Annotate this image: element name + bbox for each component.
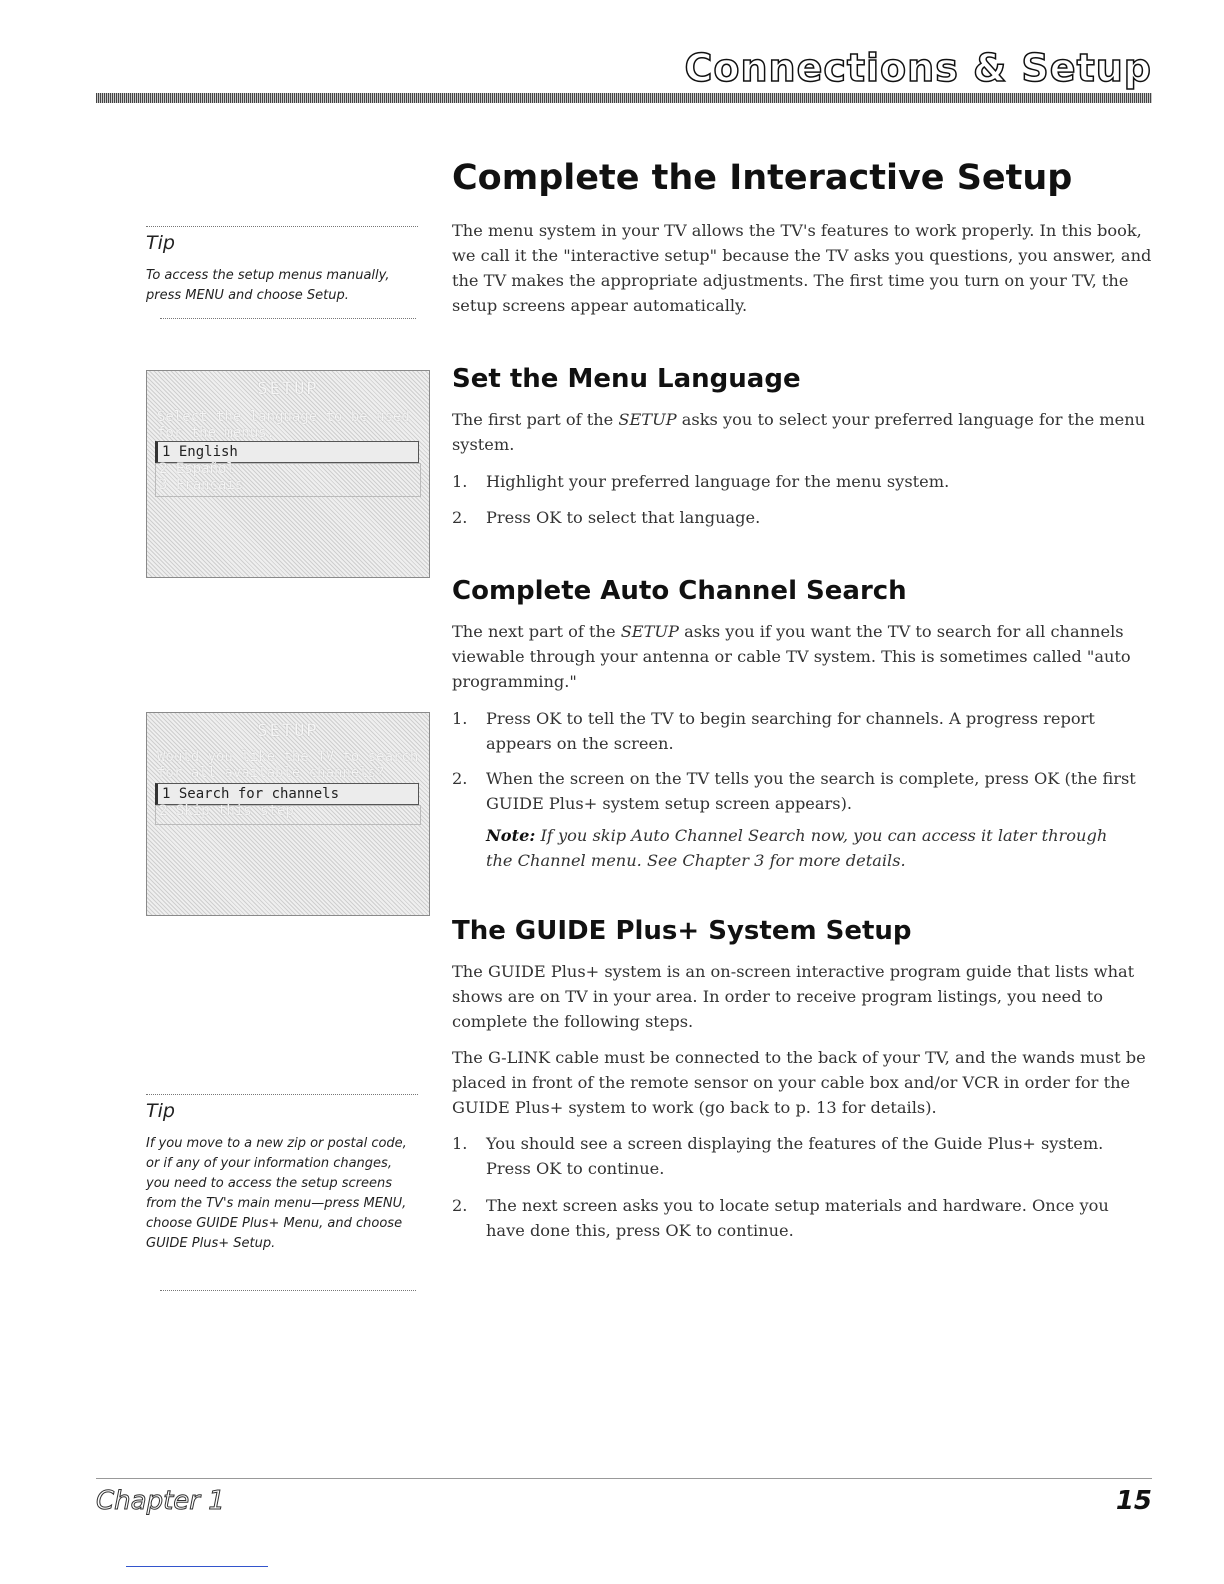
step-item	[452, 1193, 1152, 1243]
section-intro-channel-search: The next part of the SETUP asks you if you want the TV to search for all channels viewable through your antenna or cable TV system. This is sometimes called "auto programming."	[452, 622, 1131, 691]
tv-screen-prompt: for the menus.	[157, 425, 276, 441]
note-text: If you skip Auto Channel Search now, you can access it later through the Channel menu. See Chapter 3 for more details.	[486, 826, 1108, 870]
guide-paragraph-1: The GUIDE Plus+ system is an on-screen interactive program guide that lists what shows are on TV in your area. In order to receive program listings, you need to complete the following steps.	[452, 962, 1135, 1031]
tip-rule-bottom	[160, 1290, 416, 1291]
section-header-title: Connections & Setup	[684, 46, 1152, 90]
intro-paragraph: The menu system in your TV allows the TV's features to work properly. In this book, we call it the "interactive setup" because the TV asks you questions, you answer, and the TV makes the appropriate adjustments. The first time you turn on your TV, the setup screens appear automatically.	[452, 221, 1152, 315]
step-number: 2.	[452, 508, 468, 527]
tip-rule-top	[146, 1094, 418, 1095]
setup-term: SETUP	[618, 410, 677, 429]
note	[486, 823, 1126, 873]
step-number: 2.	[452, 769, 468, 788]
tv-screen-title: SETUP	[257, 721, 319, 741]
section-heading-channel-search: Complete Auto Channel Search	[452, 576, 907, 606]
step-item	[452, 706, 1152, 756]
section-heading-menu-language: Set the Menu Language	[452, 364, 801, 394]
tv-screen-prompt: Select the language to be used	[157, 409, 410, 425]
step-item	[452, 1131, 1152, 1181]
tip-text: If you move to a new zip or postal code, or if any of your information changes, you need to access the setup screens from the TV's main menu—press MENU, choose GUIDE Plus+ Menu, and choose GUIDE Plus+ Setup.	[146, 1136, 407, 1251]
tip-rule-top	[146, 226, 418, 227]
tv-screen-prompt: for all available channels?	[157, 765, 385, 781]
tip-box	[146, 232, 416, 306]
tv-screen-channel-search	[146, 712, 430, 916]
section-heading-guide-plus: The GUIDE Plus+ System Setup	[452, 916, 912, 946]
tip-label: Tip	[146, 232, 175, 254]
section-intro-menu-language: The first part of the SETUP asks you to select your preferred language for the menu system.	[452, 410, 1146, 454]
guide-paragraph-2: The G-LINK cable must be connected to the back of your TV, and the wands must be placed in front of the remote sensor on your cable box and/or VCR in order for the GUIDE Plus+ system to work (go back to p. 13 for details).	[452, 1048, 1146, 1117]
footer-chapter: Chapter 1	[96, 1486, 225, 1516]
tv-menu-option: 2 Español	[159, 461, 235, 477]
step-text: When the screen on the TV tells you the search is complete, press OK (the first GUIDE Plus+ system setup screen appears).	[486, 769, 1136, 813]
step-text: Press OK to select that language.	[486, 508, 761, 527]
tv-screen-language	[146, 370, 430, 578]
step-item	[452, 469, 1152, 494]
tv-menu-option: 3 Français	[159, 477, 244, 493]
tip-rule-bottom	[160, 318, 416, 319]
tip-label: Tip	[146, 1100, 175, 1122]
step-text: Highlight your preferred language for the menu system.	[486, 472, 950, 491]
setup-term: SETUP	[620, 622, 679, 641]
step-item	[452, 766, 1152, 816]
step-number: 1.	[452, 709, 468, 728]
step-text: Press OK to tell the TV to begin searching for channels. A progress report appears on the screen.	[486, 709, 1095, 753]
header-rule	[96, 93, 1152, 103]
tv-screen-title: SETUP	[257, 379, 319, 399]
tv-menu-option: 2 Skip this step	[159, 803, 294, 819]
tv-menu-highlighted-option: 1 English	[155, 441, 419, 463]
step-number: 2.	[452, 1196, 468, 1215]
footer-page-number: 15	[1115, 1486, 1152, 1516]
step-item	[452, 505, 1152, 530]
bottom-edge-mark	[126, 1566, 268, 1567]
note-label: Note:	[486, 826, 536, 845]
tv-menu-highlighted-option: 1 Search for channels	[155, 783, 419, 805]
step-number: 1.	[452, 1134, 468, 1153]
tip-text: To access the setup menus manually, press MENU and choose Setup.	[146, 268, 390, 303]
tip-box	[146, 1100, 416, 1254]
step-text: You should see a screen displaying the features of the Guide Plus+ system. Press OK to continue.	[486, 1134, 1104, 1178]
tv-screen-prompt: Would you like the TV to search	[157, 749, 419, 765]
step-text: The next screen asks you to locate setup materials and hardware. Once you have done this, press OK to continue.	[486, 1196, 1109, 1240]
page-title: Complete the Interactive Setup	[452, 158, 1073, 198]
step-number: 1.	[452, 472, 468, 491]
footer-rule	[96, 1478, 1152, 1479]
